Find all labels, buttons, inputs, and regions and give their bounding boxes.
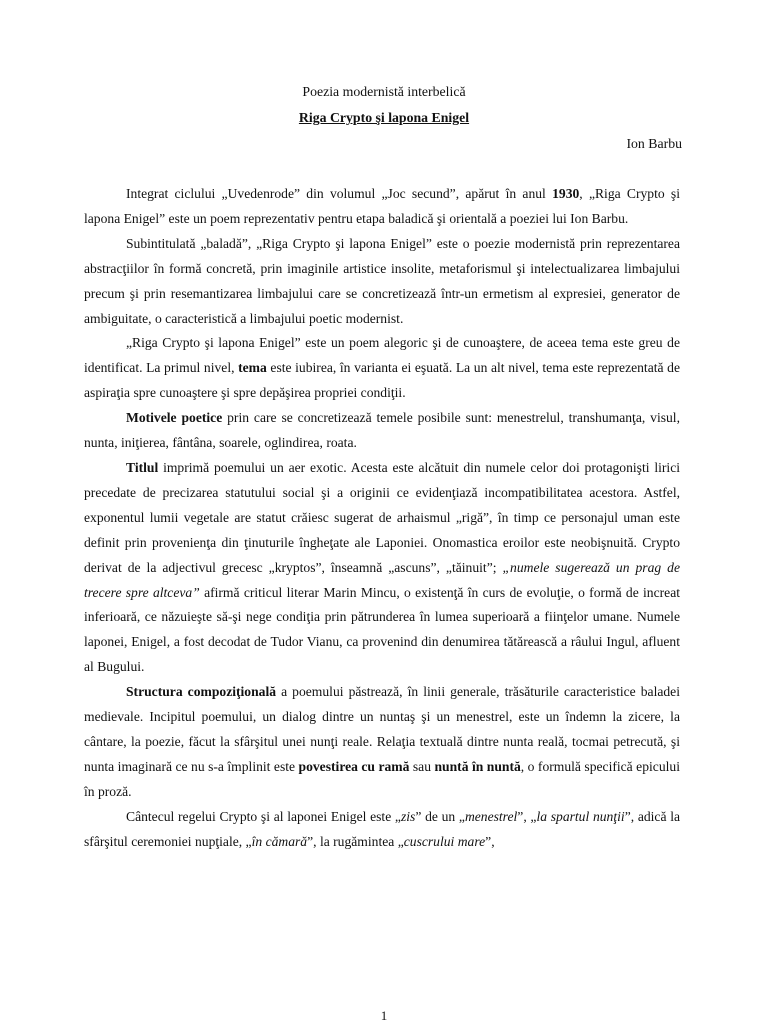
italic-text: „numele sugerează un prag de trecere spre altceva” — [84, 559, 680, 600]
text-run: , o formulă specifică epicului în proză. — [84, 758, 680, 799]
paragraph — [84, 406, 680, 456]
bold-text: 1930 — [552, 186, 580, 201]
paragraph — [84, 456, 680, 680]
text-run: prin care se concretizează temele posibile sunt: menestrelul, transhumanţa, visul, nunta, iniţierea, fântâna, soarele, oglindirea, roata. — [84, 410, 680, 451]
author-name: Ion Barbu — [626, 136, 682, 151]
paragraph — [84, 232, 680, 332]
section-heading: Poezia modernistă interbelică — [302, 84, 466, 99]
text-run: Cântecul regelui Crypto şi al laponei Enigel este „ — [126, 808, 401, 824]
poem-title: Riga Crypto şi lapona Enigel — [298, 110, 470, 125]
text-run: ”, „ — [517, 808, 537, 824]
text-run: ”, — [485, 833, 495, 849]
text-run: ”, adică la sfârşitul ceremoniei nupţiale, „ — [84, 808, 681, 849]
text-run: afirmă criticul literar Marin Mincu, o existenţă în curs de evoluţie, o formă de increat inferioară, ce năzuieşte să-şi nege condiţia prin pătrunderea în lumea superioară a fiinţelor umane. Numele laponei, Enigel, a fost decodat de Tudor Vianu, ca provenind din denumirea tătărească a râului Ingul, afluent al Bugului. — [84, 584, 681, 675]
text-run: ”, la rugămintea „ — [307, 833, 404, 849]
bold-text: tema — [238, 360, 267, 376]
text-run: imprimă poemului un aer exotic. Acesta este alcătuit din numele celor doi protagonişti lirici precedate de precizarea statutului social şi a originii ce evidenţiază incompatibilitatea acestora. Astfel, exponentul lumii vegetale are statut crăiesc sugerat de arhaismul „rigă”, în timp ce personajul uman este definit prin provenienţa din ţinuturile îngheţate ale Laponiei. Onomastica eroilor este neobişnuită. Crypto derivat de la adjectivul grecesc „kryptos”, înseamnă „ascuns”, „tăinuit”; — [84, 459, 680, 575]
text-run: sau — [409, 758, 435, 774]
italic-text: menestrel — [464, 808, 518, 824]
italic-text: zis — [400, 808, 416, 824]
page-number: 1 — [380, 1008, 388, 1023]
text-run: „Riga Crypto şi lapona Enigel” este un poem alegoric şi de cunoaştere, de aceea tema este greu de identificat. La primul nivel, — [84, 335, 680, 376]
body-text — [84, 182, 680, 854]
bold-text: Titlul — [126, 459, 159, 475]
text-run: Subintitulată „baladă”, „Riga Crypto şi lapona Enigel” este o poezie modernistă prin reprezentarea abstracţiilor în formă concretă, prin imaginile artistice insolite, metaforismul şi intelectualizarea limbajului precum şi prin resemantizarea limbajului care se concretizează într-un ermetism al expresiei, generator de ambiguitate, o caracteristică a limbajului poetic modernist. — [84, 235, 680, 326]
italic-text: la spartul nunţii — [536, 808, 625, 824]
text-run: Integrat ciclului „Uvedenrode” din volumul „Joc secund”, apărut în anul — [126, 186, 553, 201]
text-run: a poemului păstrează, în linii generale, trăsăturile caracteristice baladei medievale. Incipitul poemului, un dialog dintre un nuntaş şi un menestrel, este un îndemn la zicere, la cântare, la poezie, făcut la sfârşitul unei nunţi reale. Relaţia textuală dintre nunta reală, tocmai petrecută, şi nunta imaginară ce nu s-a împlinit este — [84, 684, 680, 774]
italic-text: cuscrului mare — [403, 833, 486, 849]
bold-text: Structura compoziţională — [126, 684, 277, 700]
paragraph — [84, 331, 680, 406]
bold-text: povestirea cu ramă — [298, 758, 410, 774]
italic-text: în cămară — [251, 833, 308, 849]
bold-text: nuntă în nuntă — [434, 758, 521, 774]
paragraph — [84, 805, 680, 855]
text-run: este iubirea, în varianta ei eşuată. La un alt nivel, tema este reprezentată de aspiraţia spre cunoaştere şi spre depăşirea propriei condiţii. — [84, 360, 680, 401]
bold-text: Motivele poetice — [126, 410, 223, 426]
paragraph — [84, 182, 680, 232]
text-run: ” de un „ — [415, 808, 465, 824]
paragraph — [84, 680, 680, 805]
text-run: , „Riga Crypto şi lapona Enigel” este un poem reprezentativ pentru etapa baladică şi orientală a poeziei lui Ion Barbu. — [84, 186, 680, 226]
